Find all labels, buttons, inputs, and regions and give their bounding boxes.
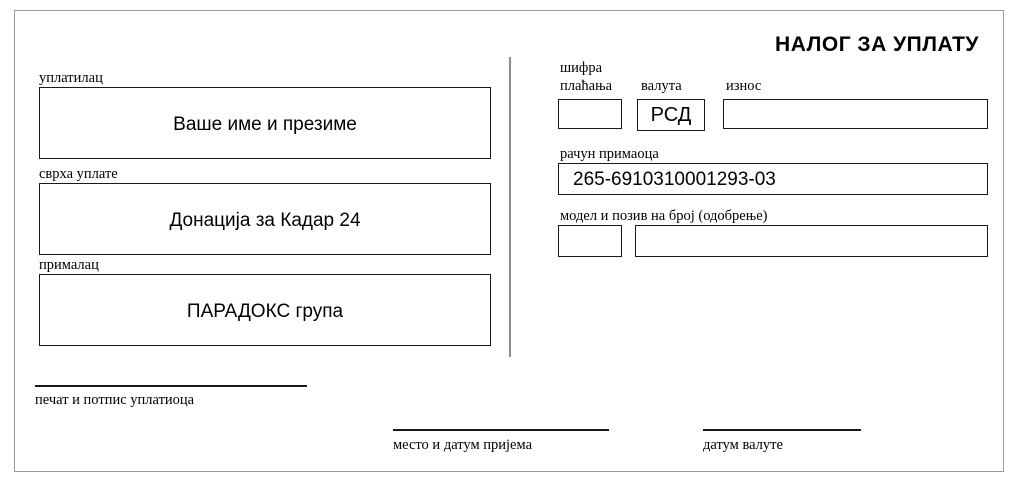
value-date-label: датум валуте bbox=[703, 437, 783, 453]
account-label: рачун примаоца bbox=[560, 146, 659, 162]
recipient-value: ПАРАДОКС група bbox=[186, 301, 344, 322]
payment-order-form bbox=[14, 10, 1004, 472]
account-value: 265-6910310001293-03 bbox=[573, 169, 776, 190]
account-field[interactable] bbox=[558, 163, 988, 195]
payer-field[interactable] bbox=[39, 87, 491, 159]
place-date-line bbox=[393, 429, 609, 431]
recipient-field[interactable] bbox=[39, 274, 491, 346]
purpose-value: Донација за Кадар 24 bbox=[169, 210, 361, 231]
currency-label: валута bbox=[641, 78, 682, 94]
value-date-line bbox=[703, 429, 861, 431]
purpose-field[interactable] bbox=[39, 183, 491, 255]
payer-label: уплатилац bbox=[39, 70, 103, 86]
recipient-label: прималац bbox=[39, 257, 99, 273]
reference-number-field[interactable] bbox=[635, 225, 988, 257]
payment-code-label-line2: плаћања bbox=[560, 78, 613, 94]
payment-code-label-line1: шифра bbox=[560, 60, 603, 76]
purpose-label: сврха уплате bbox=[39, 166, 118, 182]
stamp-signature-line bbox=[35, 385, 307, 387]
currency-field[interactable] bbox=[637, 99, 705, 131]
column-divider bbox=[509, 57, 511, 357]
page-title: НАЛОГ ЗА УПЛАТУ bbox=[775, 33, 979, 56]
model-field[interactable] bbox=[558, 225, 622, 257]
place-date-label: место и датум пријема bbox=[393, 437, 533, 453]
amount-field[interactable] bbox=[723, 99, 988, 129]
model-reference-label: модел и позив на број (одобрење) bbox=[560, 208, 768, 224]
stamp-signature-label: печат и потпис уплатиоца bbox=[35, 392, 195, 408]
amount-label: износ bbox=[726, 78, 762, 94]
payment-code-field[interactable] bbox=[558, 99, 622, 129]
payer-value: Ваше име и презиме bbox=[173, 114, 357, 135]
currency-value: РСД bbox=[650, 104, 692, 126]
